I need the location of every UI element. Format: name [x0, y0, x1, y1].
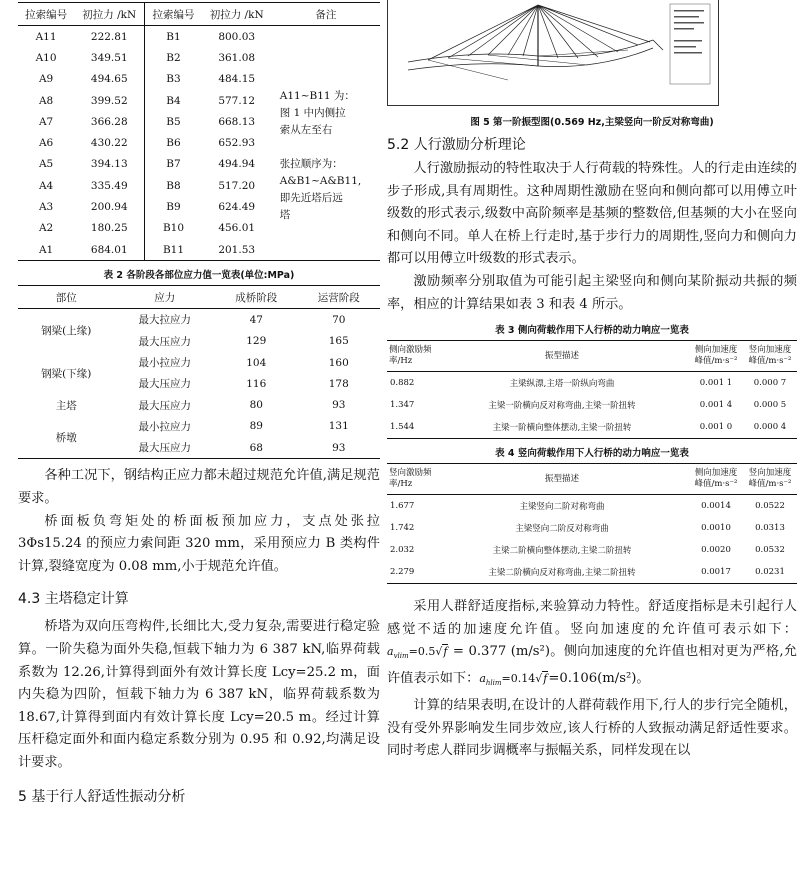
vertical-response-table	[387, 463, 797, 584]
table-cell: 222.81	[74, 26, 145, 48]
table-header-row	[18, 3, 380, 26]
table-cell: A5	[38, 158, 54, 171]
table-cell: 主梁竖向二阶反对称弯曲	[515, 524, 609, 535]
table-cell: 160	[328, 356, 349, 369]
table-cell: 最大压应力	[138, 442, 192, 455]
table-cell: A10	[35, 51, 57, 64]
table-cell: 0.0532	[755, 545, 785, 556]
paragraph: 桥塔为双向压弯构件,长细比大,受力复杂,需要进行稳定验算。一阶失稳为面外失稳,恒载下轴力为 6 387 kN,临界荷载系数为 12.26,计算得到面外有效计算长度 Lcy=25.2 m，面内失稳为四阶，恒载下轴力为 6 387 kN，临界荷载系数为 18.67,计算得到面内有效计算长度 Lcy=20.5 m。经过计算压杆稳定面外和面内稳定系数分别为 0.95 和 0.92,均满足设计要求。	[18, 619, 380, 770]
paragraph: 激励频率分别取值为可能引起主梁竖向和侧向某阶振动共振的频率，相应的计算结果如表 3 和表 4 所示。	[387, 273, 797, 312]
table-cell: 0.882	[390, 378, 415, 389]
table-row	[387, 394, 797, 416]
paragraph-text: 0.377 (m/s²)。侧向加速度的允许值也相对更为严格,允许值表示如下：	[387, 644, 797, 687]
note-line: 张拉顺序为：	[279, 158, 343, 171]
table-row	[387, 372, 797, 395]
col-header: 备注	[272, 3, 380, 26]
note-line: 塔	[279, 208, 291, 221]
table-cell: 494.65	[74, 69, 145, 90]
table-cell: 180.25	[74, 218, 145, 239]
table-cell: 201.53	[218, 243, 256, 256]
table-cell: 主梁一阶横向整体摆动,主梁一阶扭转	[492, 423, 632, 434]
table-cell: 主梁纵漂,主塔一阶纵向弯曲	[509, 379, 615, 390]
table-cell: A11	[35, 30, 57, 43]
table-row	[18, 26, 380, 48]
col-header: 侧向加速度峰值/m·s⁻²	[689, 464, 743, 495]
table-header-row	[387, 464, 797, 495]
table-cell: B9	[166, 201, 181, 214]
section-heading: 5.2 人行激励分析理论	[387, 137, 526, 153]
table-cell: 652.93	[218, 137, 256, 150]
bridge-mode-shape-drawing	[388, 0, 718, 105]
col-header: 振型描述	[435, 464, 689, 495]
table-cell: 104	[246, 356, 267, 369]
table-row	[18, 309, 380, 331]
right-column	[387, 0, 797, 763]
paragraph: 人行激励振动的特性取决于人行荷载的特殊性。人的行走由连续的步子形成,具有周期性。这种周期性激励在竖向和侧向都可以用傅立叶级数的形式表示,级数中高阶频率是基频的整数倍,但基频的大小在竖向和侧向不同。单人在桥上行走时,基于步行力的周期性,竖向力和侧向力都可以用傅立叶级数的形式表示。	[387, 161, 797, 267]
table-cell: 517.20	[218, 179, 256, 192]
table-cell: 366.28	[74, 111, 145, 132]
cable-lines-right	[538, 5, 650, 58]
col-header: 拉索编号	[145, 3, 202, 26]
table-cell: 131	[328, 420, 349, 433]
table-cell: 最大压应力	[138, 335, 192, 348]
table-cell: 89	[249, 420, 263, 433]
table-cell: 1.677	[390, 501, 415, 512]
table-row	[387, 561, 797, 584]
table-cell: 456.01	[218, 222, 256, 235]
table-cell: B6	[166, 137, 181, 150]
table-cell: 钢梁(上缘)	[41, 325, 92, 338]
table-cell: A4	[38, 179, 54, 192]
paragraph: 桥面板负弯矩处的桥面板预加应力，支点处张拉 3Φs15.24 的预应力索间距 320 mm，采用预应力 B 类构件计算,裂缝宽度为 0.08 mm,小于规范允许值。	[18, 513, 380, 574]
table-header-row	[18, 286, 380, 309]
table-cell: 349.51	[74, 47, 145, 68]
section-heading: 5 基于行人舒适性振动分析	[18, 789, 186, 806]
table-cell: 1.742	[390, 523, 415, 534]
table-cell: 165	[328, 335, 349, 348]
formula-lateral: $a_{hlim}=0.14√f$	[479, 672, 548, 688]
table-cell: 70	[332, 313, 346, 326]
table-cell: 800.03	[218, 30, 256, 43]
table-cell: 1.347	[390, 400, 415, 411]
col-header: 竖向加速度峰值/m·s⁻²	[743, 464, 797, 495]
formula-symbol: a	[387, 645, 394, 659]
col-header: 初拉力 /kN	[74, 3, 145, 26]
table-row	[18, 416, 380, 437]
table-cell: 2.279	[390, 567, 415, 578]
table-cell: 68	[249, 441, 263, 454]
paragraph: 采用人群舒适度指标,来验算动力特性。舒适度指标是未引起行人感觉不适的加速度允许值。竖向加速度的允许值可表示如下：$a_{vlim}=0.5√f = 0.377$ (m/s²)。侧向加速度的允许值也相对更为严格,允许值表示如下：$a_{hlim}=0.14√f=0.106(m/s^2)$。	[387, 599, 797, 688]
col-header: 侧向加速度峰值/m·s⁻²	[689, 341, 743, 372]
table-cell: 0.0020	[701, 545, 731, 556]
col-header: 竖向加速度峰值/m·s⁻²	[743, 341, 797, 372]
table-cell: 最小拉应力	[138, 357, 192, 369]
table-cell: 0.000 5	[753, 400, 787, 411]
table-cell: 最大拉应力	[138, 314, 192, 327]
table-header-row	[387, 341, 797, 372]
formula-coef: =0.14	[501, 672, 536, 686]
table-note	[272, 26, 380, 261]
left-column	[18, 0, 380, 810]
table-cell: 0.0014	[701, 501, 731, 512]
table-row	[18, 352, 380, 373]
table-cell: B7	[166, 158, 181, 171]
table-cell: 最大压应力	[138, 399, 192, 412]
table-cell: 最大压应力	[138, 378, 192, 391]
table-cell: B4	[166, 94, 181, 107]
table-cell: 主塔	[55, 399, 77, 412]
table-cell: 0.000 7	[753, 378, 787, 389]
table-cell: A1	[38, 243, 54, 256]
cable-force-table	[18, 2, 380, 261]
table-cell: 0.001 1	[699, 378, 733, 389]
table-cell: 1.544	[390, 422, 415, 433]
note-line: 索从左至右	[279, 123, 333, 136]
table-cell: 主梁一阶横向反对称弯曲,主梁一阶扭转	[488, 401, 636, 412]
table-cell: 430.22	[74, 132, 145, 153]
mode-shape-figure	[387, 0, 719, 106]
table-cell: B5	[166, 115, 181, 128]
stress-table	[18, 285, 380, 459]
table-cell: 最小拉应力	[138, 420, 192, 433]
formula-vertical: $a_{vlim}=0.5√f$	[387, 645, 448, 661]
table-cell: B1	[166, 30, 181, 43]
table-cell: 钢梁(下缘)	[41, 367, 92, 380]
table3-caption: 表 3 侧向荷载作用下人行桥的动力响应一览表	[495, 325, 689, 337]
table-cell: 494.94	[218, 158, 256, 171]
table-cell: 0.000 4	[753, 422, 787, 433]
table-cell: 0.001 4	[699, 400, 733, 411]
table-cell: 335.49	[74, 175, 145, 196]
table-cell: B3	[166, 73, 181, 86]
table-row	[387, 517, 797, 539]
table-cell: 80	[249, 399, 263, 412]
table-cell: 116	[246, 377, 267, 390]
table-cell: B2	[166, 51, 181, 64]
col-header: 部位	[18, 286, 115, 309]
table-cell: 93	[332, 441, 346, 454]
table-cell: B11	[162, 243, 185, 256]
table-cell: A7	[38, 115, 54, 128]
col-header: 运营阶段	[298, 286, 381, 309]
col-header: 竖向激励频率/Hz	[387, 464, 435, 495]
table-cell: A6	[38, 137, 54, 150]
table4-caption: 表 4 竖向荷载作用下人行桥的动力响应一览表	[495, 448, 689, 460]
table-cell: 399.52	[74, 90, 145, 111]
table-row	[387, 539, 797, 561]
col-header: 侧向激励频率/Hz	[387, 341, 435, 372]
col-header: 应力	[115, 286, 216, 309]
table-cell: 桥墩	[55, 431, 77, 444]
table-cell: B8	[166, 179, 181, 192]
table-cell: 394.13	[74, 154, 145, 175]
col-header: 成桥阶段	[215, 286, 297, 309]
paragraph: 计算的结果表明,在设计的人群荷载作用下,行人的步行完全随机，没有受外界影响发生同步效应,该人行桥的人致振动满足舒适性要求。同时考虑人群同步调概率与振幅关系，同样发现在以	[387, 697, 797, 759]
section-heading: 4.3 主塔稳定计算	[18, 591, 129, 608]
table-cell: A2	[38, 222, 54, 235]
table-cell: 主梁二阶横向整体摆动,主梁二阶扭转	[492, 546, 632, 557]
table-row	[18, 394, 380, 415]
formula-subscript: hlim	[485, 679, 502, 688]
figure-caption: 图 5 第一阶振型图(0.569 Hz,主梁竖向一阶反对称弯曲)	[470, 117, 714, 128]
table-cell: 2.032	[390, 545, 415, 556]
table-cell: 624.49	[218, 201, 256, 214]
formula-symbol: a	[479, 672, 486, 686]
lateral-response-table	[387, 340, 797, 439]
table-cell: 主梁二阶横向反对称弯曲,主梁二阶扭转	[488, 568, 636, 579]
col-header: 拉索编号	[18, 3, 74, 26]
table-cell: 129	[246, 335, 267, 348]
table-cell: 668.13	[218, 115, 256, 128]
col-header: 振型描述	[435, 341, 689, 372]
table-cell: A9	[38, 73, 54, 86]
paragraph-text: 采用人群舒适度指标,来验算动力特性。舒适度指标是未引起行人感觉不适的加速度允许值。竖向加速度的允许值可表示如下：	[387, 599, 797, 637]
table-cell: 47	[249, 313, 263, 326]
table-cell: 主梁竖向二阶对称弯曲	[519, 502, 605, 513]
formula-coef: =0.5	[408, 645, 436, 659]
note-line: A11~B11 为：	[279, 90, 355, 102]
table2-caption: 表 2 各阶段各部位应力值一览表(单位:MPa)	[103, 270, 295, 282]
table-row	[387, 416, 797, 439]
formula-subscript: vlim	[393, 652, 409, 661]
note-line: 即先近塔后远	[279, 191, 343, 204]
col-header: 初拉力 /kN	[202, 3, 272, 26]
table-cell: 0.0522	[755, 501, 785, 512]
table-row	[387, 495, 797, 518]
table-cell: 178	[328, 377, 349, 390]
table-cell: 0.0017	[701, 567, 731, 578]
table-cell: A3	[38, 201, 54, 214]
note-line: 图 1 中内侧拉	[279, 106, 346, 119]
table-cell: 93	[332, 399, 346, 412]
table-cell: 361.08	[218, 51, 256, 64]
table-cell: B10	[162, 222, 185, 235]
paragraph: 各种工况下，钢结构正应力都未超过规范允许值,满足规范要求。	[18, 468, 380, 506]
table-cell: 0.001 0	[699, 422, 733, 433]
table-cell: 577.12	[218, 94, 256, 107]
table-cell: 684.01	[74, 239, 145, 261]
table-cell: 200.94	[74, 196, 145, 217]
table-cell: A8	[38, 94, 54, 107]
table-cell: 0.0313	[755, 523, 785, 534]
table-cell: 484.15	[218, 73, 256, 86]
table-cell: 0.0010	[701, 523, 731, 534]
paragraph-text: =0.106(m/s²)。	[548, 671, 650, 687]
table-cell: 0.0231	[755, 567, 785, 578]
cable-lines-left	[428, 5, 538, 60]
note-line: A&B1~A&B11,	[279, 175, 362, 188]
